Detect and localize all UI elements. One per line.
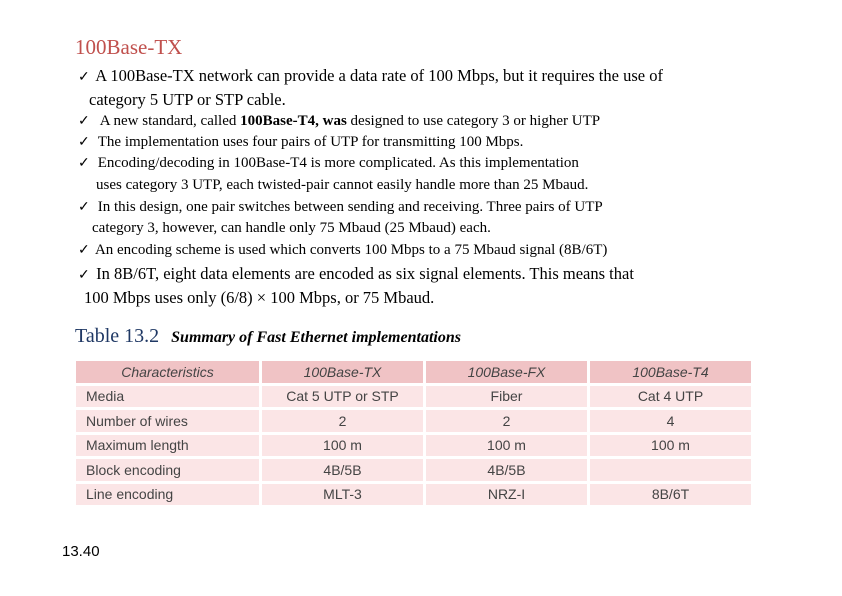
fast-ethernet-table [73,358,754,508]
table-cell: Number of wires [75,409,261,434]
table-cell: 4B/5B [425,458,589,483]
checkmark-icon: ✓ [78,268,90,283]
bullet-text: A 100Base-TX network can provide a data rate of 100 Mbps, but it requires the use of [95,66,663,85]
table-cell [589,458,753,483]
checkmark-icon: ✓ [78,135,90,150]
bullet-text-post: designed to use category 3 or higher UTP [346,113,601,129]
table-header-row [75,360,753,385]
bullet-8b6t [78,264,634,284]
table-cell: Fiber [425,384,589,409]
table-cell: 2 [425,409,589,434]
bullet-four-pairs [78,134,523,151]
bullet-text-bold: 100Base-T4, was [240,113,347,129]
table-cell: NRZ-I [425,482,589,507]
table-cell: Cat 4 UTP [589,384,753,409]
table-row [75,384,753,409]
slide-title: 100Base-TX [75,35,183,59]
table-cell: 2 [261,409,425,434]
table-row [75,409,753,434]
bullet-continuation: 100 Mbps uses only (6/8) × 100 Mbps, or 75 Mbaud. [84,288,435,307]
header-characteristics: Characteristics [75,360,261,385]
table-cell: 100 m [261,433,425,458]
table-cell: MLT-3 [261,482,425,507]
bullet-text: The implementation uses four pairs of UTP for transmitting 100 Mbps. [97,134,524,150]
checkmark-icon: ✓ [78,200,90,215]
table-row [75,433,753,458]
table-row [75,482,753,507]
table-cell: Media [75,384,261,409]
bullet-continuation: category 3, however, can handle only 75 Mbaud (25 Mbaud) each. [92,220,491,236]
bullet-new-standard [78,113,600,130]
table-cell: Block encoding [75,458,261,483]
checkmark-icon: ✓ [78,156,90,171]
bullet-text: An encoding scheme is used which converts 100 Mbps to a 75 Mbaud signal (8B/6T) [94,242,608,258]
header-100base-tx: 100Base-TX [261,360,425,385]
bullet-continuation: category 5 UTP or STP cable. [89,90,286,109]
checkmark-icon: ✓ [78,114,90,129]
bullet-pair-switches [78,199,603,216]
header-100base-fx: 100Base-FX [425,360,589,385]
table-cell: Maximum length [75,433,261,458]
bullet-encoding-scheme [78,242,607,259]
table-cell: 100 m [425,433,589,458]
table-cell: Line encoding [75,482,261,507]
checkmark-icon: ✓ [78,70,90,85]
bullet-text: In 8B/6T, eight data elements are encoded as six signal elements. This means that [96,264,634,283]
table-cell: Cat 5 UTP or STP [261,384,425,409]
bullet-data-rate [78,66,663,86]
table-title: Summary of Fast Ethernet implementations [171,329,461,346]
table-cell: 4 [589,409,753,434]
bullet-text-pre: A new standard, called [99,113,241,129]
table-cell: 8B/6T [589,482,753,507]
table-caption [75,325,461,348]
table-cell: 4B/5B [261,458,425,483]
bullet-encoding-complicated [78,155,579,172]
checkmark-icon: ✓ [78,243,90,258]
table-row [75,458,753,483]
bullet-text: Encoding/decoding in 100Base-T4 is more complicated. As this implementation [97,155,579,171]
bullet-continuation: uses category 3 UTP, each twisted-pair cannot easily handle more than 25 Mbaud. [96,177,589,193]
page-number: 13.40 [62,543,100,560]
table-cell: 100 m [589,433,753,458]
header-100base-t4: 100Base-T4 [589,360,753,385]
table-number: Table 13.2 [75,325,160,347]
bullet-text: In this design, one pair switches between sending and receiving. Three pairs of UTP [97,199,603,215]
